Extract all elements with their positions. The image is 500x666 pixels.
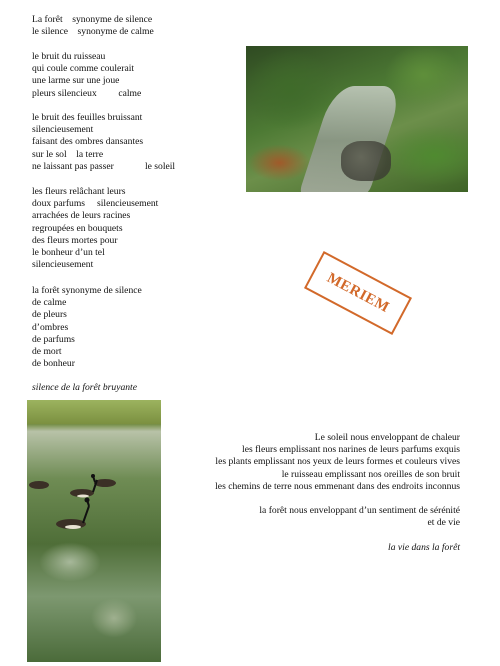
poem-line: de calme [32, 297, 67, 309]
poem-line: faisant des ombres dansantes [32, 136, 144, 148]
poem-line: La forêt synonyme de silence [32, 14, 153, 25]
poem-line: des fleurs mortes pour [32, 234, 118, 246]
poem-line: la forêt nous enveloppant d’un sentiment de sérénité [259, 505, 460, 516]
poem-line: les fleurs emplissant nos narines de leurs parfums exquis [242, 444, 460, 456]
poem-line: silencieusement [32, 259, 94, 271]
geese-pond-photo [27, 400, 161, 662]
stanza-4 [32, 186, 158, 271]
poem-line: une larme sur une joue [32, 75, 120, 87]
forest-stream-photo [246, 46, 468, 192]
stream-rocks [341, 141, 391, 181]
poem-line: de pleurs [32, 309, 67, 321]
poem-line: d’ombres [32, 321, 69, 333]
pond-bank [27, 400, 161, 424]
pond-reflection [37, 520, 147, 660]
poem-line: Le soleil nous enveloppant de chaleur [314, 432, 460, 443]
stamp-text: MERIEM [324, 269, 392, 316]
stanza-1 [32, 14, 154, 38]
poem-line: les plants emplissant nos yeux de leurs formes et couleurs vives [215, 456, 460, 468]
poem-line: silencieusement [32, 124, 94, 136]
poem-title-right: la vie dans la forêt [388, 542, 460, 553]
poem-line: ne laissant pas passer le soleil [32, 160, 176, 172]
poem-line: et de vie [427, 517, 460, 529]
poem-line: le silence synonyme de calme [32, 26, 154, 38]
poem-line: les chemins de terre nous emmenant dans des endroits inconnus [215, 480, 460, 492]
geese-icon [27, 470, 161, 540]
poem-line: doux parfums silencieusement [32, 198, 159, 210]
poem-line: sur le sol la terre [32, 148, 104, 160]
poem-line: de bonheur [32, 358, 75, 370]
right-stanza-1 [215, 432, 460, 493]
poem-line: la forêt synonyme de silence [32, 285, 142, 296]
stanza-2 [32, 51, 141, 100]
poem-line: regroupées en bouquets [32, 222, 123, 234]
author-stamp [304, 251, 412, 335]
poem-line: pleurs silencieux calme [32, 87, 142, 99]
poem-line: qui coule comme coulerait [32, 63, 135, 75]
poem-line: les fleurs relâchant leurs [32, 186, 126, 197]
poem-line: arrachées de leurs racines [32, 210, 131, 222]
poem-title-left: silence de la forêt bruyante [32, 382, 137, 393]
stanza-3 [32, 112, 175, 173]
poem-line: le ruisseau emplissant nos oreilles de son bruit [281, 468, 460, 480]
poem-line: de parfums [32, 333, 75, 345]
poem-line: le bruit des feuilles bruissant [32, 112, 143, 123]
poem-line: de mort [32, 346, 62, 358]
stanza-5 [32, 285, 142, 370]
right-stanza-2 [259, 505, 460, 529]
poem-line: le bruit du ruisseau [32, 51, 106, 62]
poem-line: le bonheur d’un tel [32, 247, 105, 259]
